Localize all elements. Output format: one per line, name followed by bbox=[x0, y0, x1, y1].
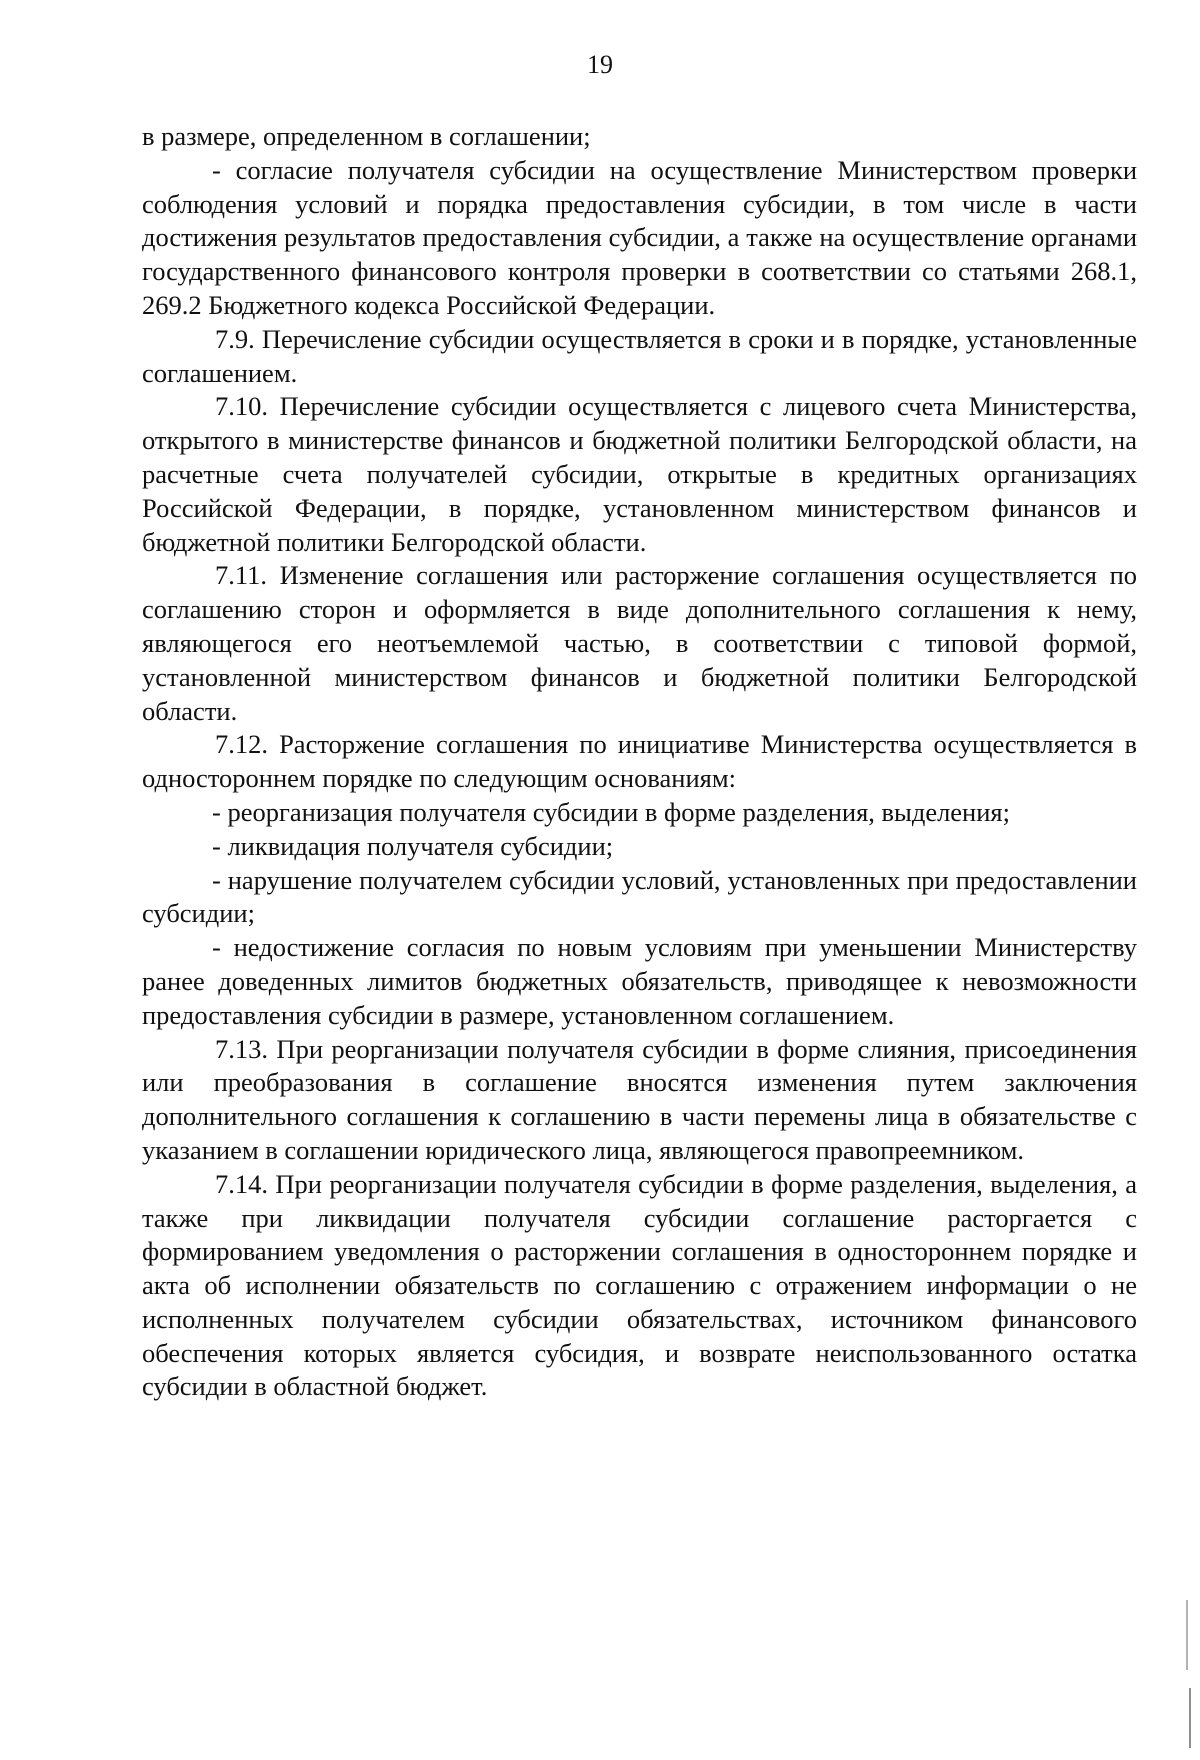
list-item-liquidation: - ликвидация получателя субсидии; bbox=[212, 830, 614, 861]
document-body bbox=[142, 120, 1137, 1404]
clause-7-10: 7.10. Перечисление субсидии осуществляется с лицевого счета Министерства, открытого в министерстве финансов и бюджетной политики Белгородской области, на расчетные счета получателей субсидии, открытые в кредитных организациях Российской Федерации, в порядке, установленном министерством финансов и бюджетной политики Белгородской области. bbox=[142, 391, 1137, 557]
list-item-reorganization: - реорганизация получателя субсидии в форме разделения, выделения; bbox=[212, 796, 1010, 827]
scan-edge-mark bbox=[1186, 1600, 1188, 1670]
clause-7-13: 7.13. При реорганизации получателя субсидии в форме слияния, присоединения или преобразования в соглашение вносятся изменения путем заключения дополнительного соглашения к соглашению в части перемены лица в обязательстве с указанием в соглашении юридического лица, являющегося правопреемником. bbox=[142, 1033, 1137, 1165]
page-number: 19 bbox=[587, 50, 613, 79]
list-item-disagreement: - недостижение согласия по новым условиям при уменьшении Министерству ранее доведенных лимитов бюджетных обязательств, приводящее к невозможности предоставления субсидии в размере, установленном соглашением. bbox=[142, 932, 1137, 1030]
clause-7-9: 7.9. Перечисление субсидии осуществляется в сроки и в порядке, установленные соглашением. bbox=[142, 323, 1137, 388]
list-item-consent: - согласие получателя субсидии на осуществление Министерством проверки соблюдения условий и порядка предоставления субсидии, в том числе в части достижения результатов предоставления субсидии, а также на осуществление органами государственного финансового контроля проверки в соответствии со статьями 268.1, 269.2 Бюджетного кодекса Российской Федерации. bbox=[142, 154, 1137, 320]
clause-7-12: 7.12. Расторжение соглашения по инициативе Министерства осуществляется в одностороннем порядке по следующим основаниям: bbox=[142, 729, 1137, 794]
scan-edge-mark bbox=[1189, 1688, 1191, 1748]
clause-7-11: 7.11. Изменение соглашения или расторжение соглашения осуществляется по соглашению сторон и оформляется в виде дополнительного соглашения к нему, являющегося его неотъемлемой частью, в соответствии с типовой формой, установленной министерством финансов и бюджетной политики Белгородской области. bbox=[142, 560, 1137, 726]
clause-7-14: 7.14. При реорганизации получателя субсидии в форме разделения, выделения, а также при ликвидации получателя субсидии соглашение расторгается с формированием уведомления о расторжении соглашения в одностороннем порядке и акта об исполнении обязательств по соглашению с отражением информации о не исполненных получателем субсидии обязательствах, источником финансового обеспечения которых является субсидия, и возврате неиспользованного остатка субсидии в областной бюджет. bbox=[142, 1168, 1137, 1402]
list-item-violation: - нарушение получателем субсидии условий, установленных при предоставлении субсидии; bbox=[142, 864, 1137, 929]
paragraph-continuation: в размере, определенном в соглашении; bbox=[142, 121, 591, 151]
